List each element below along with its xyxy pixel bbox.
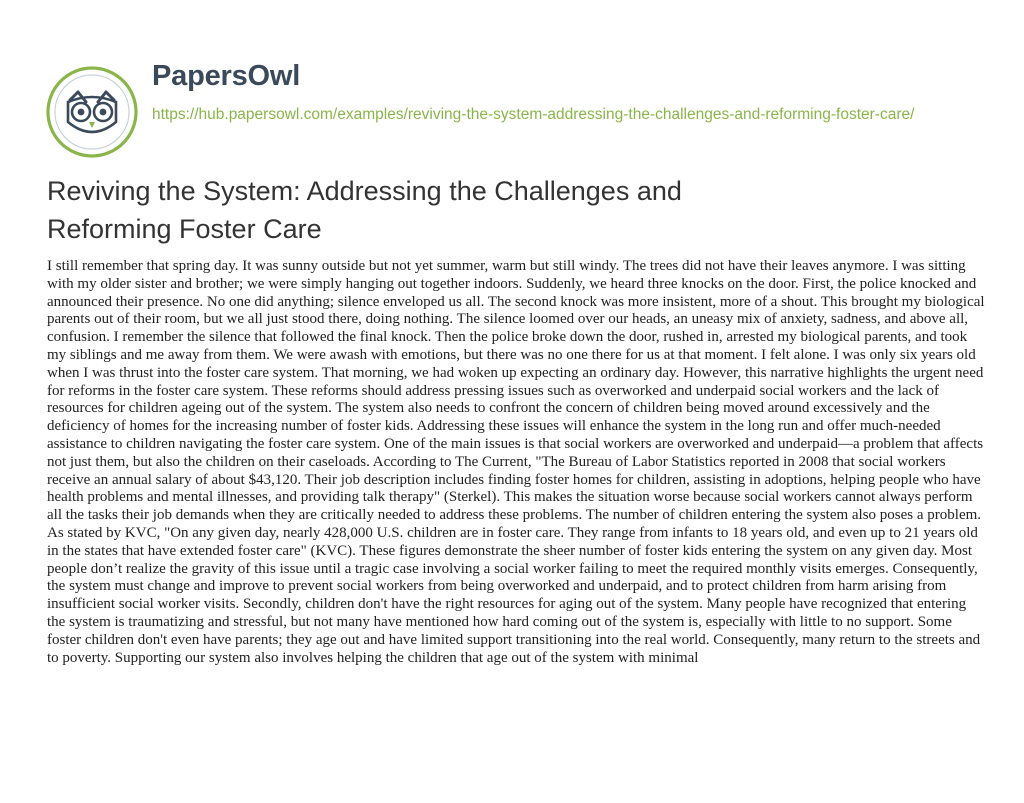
article-body: I still remember that spring day. It was sunny outside but not yet summer, warm but still windy. The trees did not have their leaves anymore. I was sitting with my older sister and brother; we were simply hanging out together indoors. Suddenly, we heard three knocks on the door. First, the police knocked and announced their presence. No one did anything; silence enveloped us all. The second knock was more insistent, more of a shout. This brought my biological parents out of their room, but we all just stood there, doing nothing. The silence loomed over our heads, an uneasy mix of anxiety, sadness, and above all, confusion. I remember the silence that followed the final knock. Then the police broke down the door, rushed in, arrested my biological parents, and took my siblings and me away from them. We were awash with emotions, but there was no one there for us at that moment. I felt alone. I was only six years old when I was thrust into the foster care system. That morning, we had woken up expecting an ordinary day. However, this narrative highlights the urgent need for reforms in the foster care system. These reforms should address pressing issues such as overworked and underpaid social workers and the lack of resources for children ageing out of the system. The system also needs to confront the concern of children being moved around excessively and the deficiency of homes for the increasing number of foster kids. Addressing these issues will enhance the system in the long run and offer much-needed assistance to children navigating the foster care system. One of the main issues is that social workers are overworked and underpaid—a problem that affects not just them, but also the children on their caseloads. According to The Current, "The Bureau of Labor Statistics reported in 2008 that social workers receive an annual salary of about $43,120. Their job description includes finding foster homes for children, assisting in adoptions, helping people who have health problems and mental illnesses, and providing talk therapy" (Sterkel). This makes the situation worse because social workers cannot always perform all the tasks their job demands when they are critically needed to address these problems. The number of children entering the system also poses a problem. As stated by KVC, "On any given day, nearly 428,000 U.S. children are in foster care. They range from infants to 18 years old, and even up to 21 years old in the states that have extended foster care" (KVC). These figures demonstrate the sheer number of foster kids entering the system on any given day. Most people don’t realize the gravity of this issue until a tragic case involving a social worker failing to meet the required monthly visits emerges. Consequently, the system must change and improve to prevent social workers from being overworked and underpaid, and to protect children from harm arising from insufficient social worker visits. Secondly, children don't have the right resources for aging out of the system. Many people have recognized that entering the system is traumatizing and stressful, but not many have mentioned how hard coming out of the system is, especially with little to no support. Some foster children don't even have parents; they age out and have limited support transitioning into the real world. Consequently, many return to the streets and to poverty. Supporting our system also involves helping the children that age out of the system with minimal bbox=[47, 258, 985, 666]
owl-logo-icon[interactable] bbox=[44, 64, 140, 160]
site-header bbox=[44, 58, 1004, 158]
source-url-link[interactable]: https://hub.papersowl.com/examples/reviving-the-system-addressing-the-challenges-and-reforming-foster-care/ bbox=[152, 106, 915, 123]
article-title: Reviving the System: Addressing the Challenges and Reforming Foster Care bbox=[47, 176, 682, 244]
brand-name[interactable]: PapersOwl bbox=[152, 60, 301, 92]
